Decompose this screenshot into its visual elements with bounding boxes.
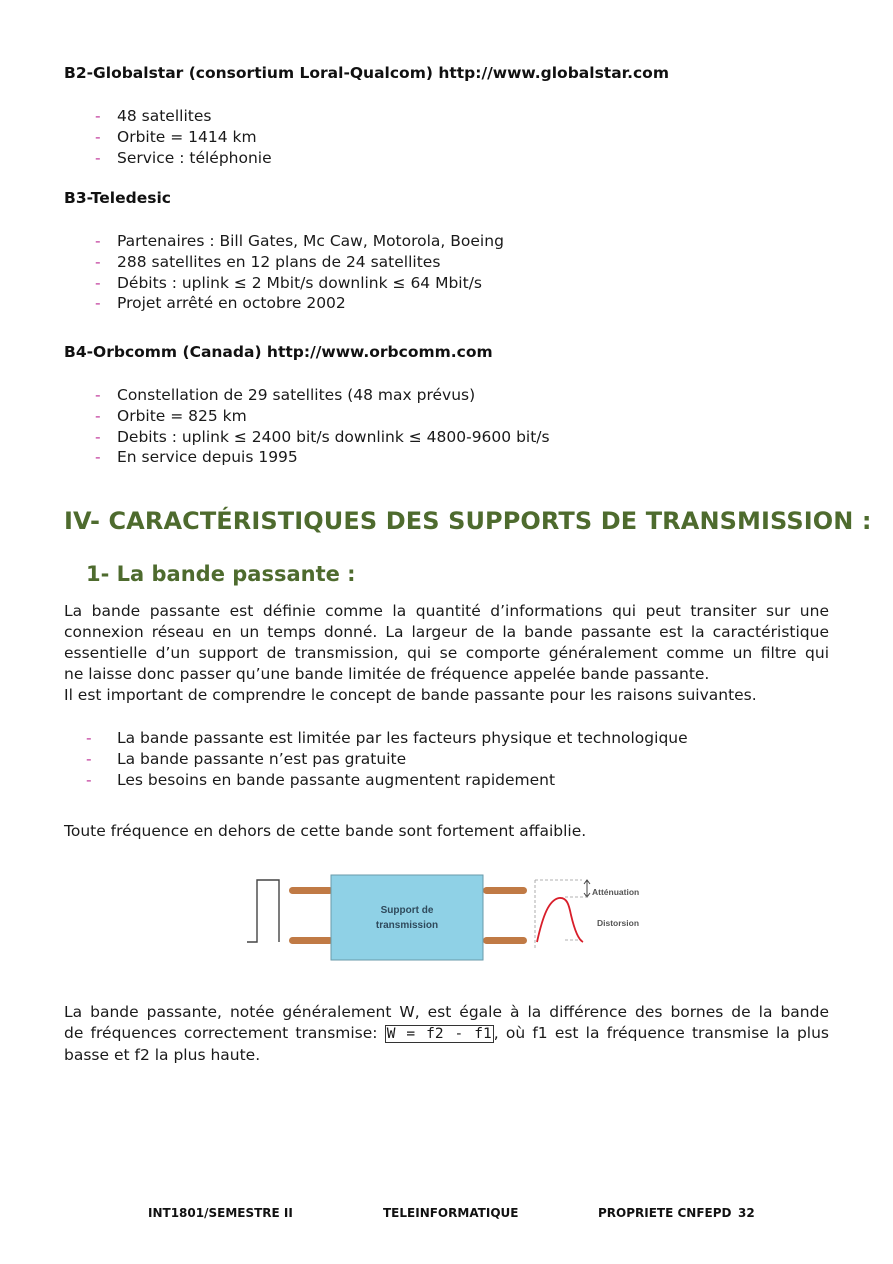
page-number: 32 [738, 1206, 755, 1220]
paragraph-line: Il est important de comprendre le concept de bande passante pour les raisons suivantes. [64, 686, 757, 704]
list-item: - La bande passante est limitée par les facteurs physique et technologique [86, 728, 688, 749]
output-dashed-frame [535, 880, 582, 950]
b2-heading: B2-Globalstar (consortium Loral-Qualcom) http://www.globalstar.com [64, 64, 669, 82]
input-wire-top [289, 887, 333, 894]
b3-list [95, 231, 504, 314]
paragraph-line: basse et f2 la plus haute. [64, 1046, 261, 1064]
footer-course: INT1801/SEMESTRE II [148, 1206, 293, 1220]
paragraph-line: ne laisse donc passer qu’une bande limitée de fréquence appelée bande passante. [64, 665, 710, 683]
b3-heading: B3-Teledesic [64, 189, 171, 207]
list-item: - Debits : uplink ≤ 2400 bit/s downlink ≤ 4800-9600 bit/s [95, 427, 550, 448]
paragraph-line: Toute fréquence en dehors de cette bande sont fortement affaiblie. [64, 822, 587, 840]
support-box-line2: transmission [375, 920, 439, 931]
bandwidth-formula: W = f2 - f1 [386, 1026, 492, 1042]
output-wire-bottom [483, 937, 527, 944]
subsection-title: 1- La bande passante : [86, 562, 356, 586]
footer-owner: PROPRIETE CNFEPD [598, 1206, 732, 1220]
transmission-diagram [245, 870, 650, 965]
list-item: - Projet arrêté en octobre 2002 [95, 293, 504, 314]
section-title: IV- CARACTÉRISTIQUES DES SUPPORTS DE TRANSMISSION : [64, 507, 872, 535]
input-pulse [247, 880, 279, 942]
paragraph-line: essentielle d’un support de transmission, qui se comporte généralement comme un filtre qui [64, 644, 829, 662]
list-item: - La bande passante n’est pas gratuite [86, 749, 688, 770]
support-box-line1: Support de [380, 905, 434, 916]
list-item: - Service : téléphonie [95, 148, 272, 169]
distortion-curve [537, 898, 583, 942]
text-span: , où f1 est la fréquence transmise la plus [493, 1024, 830, 1042]
output-wire-top [483, 887, 527, 894]
paragraph-line: connexion réseau en un temps donné. La largeur de la bande passante est la caractéristique [64, 623, 829, 641]
intro-paragraph [64, 601, 829, 706]
paragraph-line: La bande passante, notée généralement W, est égale à la différence des bornes de la bande [64, 1003, 829, 1021]
list-item: - Constellation de 29 satellites (48 max prévus) [95, 385, 550, 406]
input-wire-bottom [289, 937, 333, 944]
attenuation-label: Atténuation [592, 887, 640, 897]
list-item: - Débits : uplink ≤ 2 Mbit/s downlink ≤ 64 Mbit/s [95, 273, 504, 294]
footer-subject: TELEINFORMATIQUE [383, 1206, 519, 1220]
b4-list [95, 385, 550, 468]
list-item: - Les besoins en bande passante augmentent rapidement [86, 770, 688, 791]
list-item: - Orbite = 825 km [95, 406, 550, 427]
list-item: - En service depuis 1995 [95, 447, 550, 468]
list-item: - Partenaires : Bill Gates, Mc Caw, Motorola, Boeing [95, 231, 504, 252]
support-box [331, 875, 483, 960]
reasons-list [86, 728, 688, 790]
paragraph-line: La bande passante est définie comme la quantité d’informations qui peut transiter sur une [64, 602, 829, 620]
attenuation-arrow [584, 880, 590, 897]
list-item: - 48 satellites [95, 106, 272, 127]
b4-heading: B4-Orbcomm (Canada) http://www.orbcomm.com [64, 343, 493, 361]
distortion-label: Distorsion [597, 918, 640, 928]
list-item: - 288 satellites en 12 plans de 24 satellites [95, 252, 504, 273]
b2-list [95, 106, 272, 168]
paragraph-line [64, 1023, 829, 1045]
list-item: - Orbite = 1414 km [95, 127, 272, 148]
bandwidth-definition [64, 1002, 829, 1066]
frequency-note [64, 821, 829, 842]
text-span: de fréquences correctement transmise: [64, 1024, 385, 1042]
